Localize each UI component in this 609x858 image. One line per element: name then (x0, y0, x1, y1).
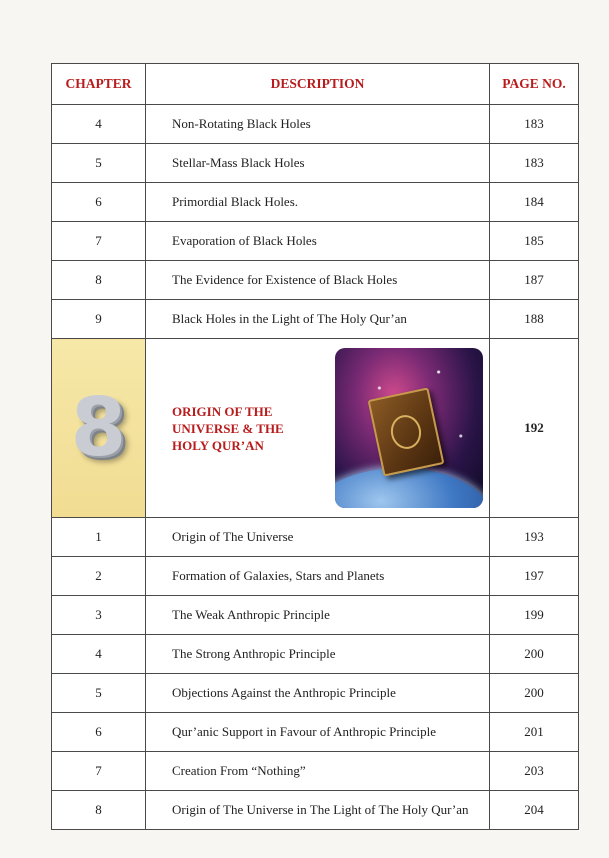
chapter-cell: 8 (52, 261, 146, 300)
chapter-cell: 2 (52, 557, 146, 596)
chapter-feature-cell (146, 339, 490, 518)
table-row (52, 791, 579, 830)
description-cell: Qur’anic Support in Favour of Anthropic Principle (146, 713, 490, 752)
page-cell: 204 (490, 791, 579, 830)
description-cell: Creation From “Nothing” (146, 752, 490, 791)
table-row (52, 261, 579, 300)
chapter-number-badge: 8 (70, 381, 127, 474)
table-row (52, 144, 579, 183)
chapter-cell: 7 (52, 752, 146, 791)
chapter-title-line: ORIGIN OF THE (172, 403, 273, 419)
description-cell: Evaporation of Black Holes (146, 222, 490, 261)
description-cell: Origin of The Universe (146, 518, 490, 557)
chapter-cell: 5 (52, 674, 146, 713)
description-cell: Primordial Black Holes. (146, 183, 490, 222)
page-cell: 184 (490, 183, 579, 222)
header-description: DESCRIPTION (146, 64, 490, 105)
description-cell: The Weak Anthropic Principle (146, 596, 490, 635)
table-row (52, 674, 579, 713)
table-row (52, 635, 579, 674)
table-row (52, 557, 579, 596)
description-cell: Formation of Galaxies, Stars and Planets (146, 557, 490, 596)
page-cell: 183 (490, 105, 579, 144)
earth-image (335, 468, 483, 508)
table-row (52, 518, 579, 557)
chapter-cell: 4 (52, 105, 146, 144)
chapter-cell: 4 (52, 635, 146, 674)
page-cell: 187 (490, 261, 579, 300)
description-cell: Black Holes in the Light of The Holy Qur’an (146, 300, 490, 339)
page-cell: 188 (490, 300, 579, 339)
page-cell: 183 (490, 144, 579, 183)
table-of-contents (51, 63, 579, 830)
page-cell: 197 (490, 557, 579, 596)
table-row (52, 183, 579, 222)
page-cell: 200 (490, 674, 579, 713)
chapter-cell: 5 (52, 144, 146, 183)
description-cell: The Evidence for Existence of Black Holes (146, 261, 490, 300)
page-cell: 200 (490, 635, 579, 674)
table-row (52, 222, 579, 261)
table-row (52, 713, 579, 752)
chapter-cell: 9 (52, 300, 146, 339)
chapter-number-cell (52, 339, 146, 518)
header-page: PAGE NO. (490, 64, 579, 105)
page-cell: 203 (490, 752, 579, 791)
chapter-title (172, 403, 312, 454)
page-cell: 193 (490, 518, 579, 557)
table-row (52, 105, 579, 144)
table-row (52, 752, 579, 791)
page-cell: 201 (490, 713, 579, 752)
chapter-cell: 8 (52, 791, 146, 830)
quran-cosmos-image (335, 348, 483, 508)
chapter-cell: 3 (52, 596, 146, 635)
description-cell: The Strong Anthropic Principle (146, 635, 490, 674)
chapter-feature-row (52, 339, 579, 518)
chapter-title-line: UNIVERSE & THE (172, 420, 284, 436)
page-cell: 199 (490, 596, 579, 635)
description-cell: Objections Against the Anthropic Principle (146, 674, 490, 713)
page-cell: 185 (490, 222, 579, 261)
description-cell: Stellar-Mass Black Holes (146, 144, 490, 183)
page-cell: 192 (490, 339, 579, 518)
header-row (52, 64, 579, 105)
chapter-cell: 1 (52, 518, 146, 557)
chapter-cell: 6 (52, 713, 146, 752)
header-chapter: CHAPTER (52, 64, 146, 105)
book-image (368, 387, 445, 476)
chapter-cell: 7 (52, 222, 146, 261)
table-row (52, 596, 579, 635)
table-row (52, 300, 579, 339)
description-cell: Non-Rotating Black Holes (146, 105, 490, 144)
chapter-cell: 6 (52, 183, 146, 222)
chapter-title-line: HOLY QUR’AN (172, 437, 264, 453)
description-cell: Origin of The Universe in The Light of The Holy Qur’an (146, 791, 490, 830)
